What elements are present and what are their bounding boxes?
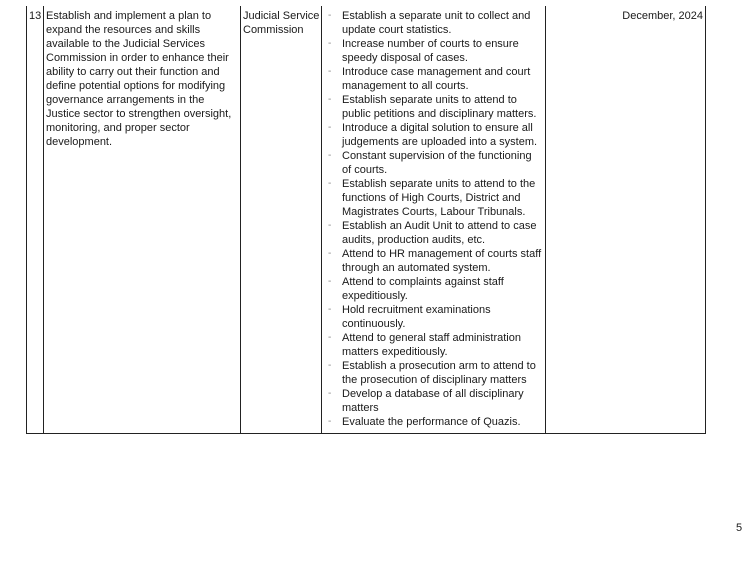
activity-text: Attend to general staff administration matters expeditiously. xyxy=(342,332,521,358)
dash-bullet: - xyxy=(328,416,332,427)
activity-text: Constant supervision of the functioning of courts. xyxy=(342,150,532,176)
activity-text: Attend to complaints against staff expeditiously. xyxy=(342,276,504,302)
activity-item xyxy=(322,149,545,177)
dash-bullet: - xyxy=(328,38,332,49)
activity-text: Hold recruitment examinations continuously. xyxy=(342,304,491,330)
objective-cell xyxy=(44,6,241,433)
activity-text: Establish a prosecution arm to attend to the prosecution of disciplinary matters xyxy=(342,360,536,386)
dash-bullet: - xyxy=(328,360,332,371)
activity-text: Introduce a digital solution to ensure all judgements are uploaded into a system. xyxy=(342,122,538,148)
dash-bullet: - xyxy=(328,94,332,105)
row-number-cell xyxy=(27,6,44,433)
activity-text: Establish a separate unit to collect and update court statistics. xyxy=(342,10,531,36)
activity-item xyxy=(322,177,545,219)
activity-item xyxy=(322,415,545,429)
activity-item xyxy=(322,219,545,247)
activity-item xyxy=(322,37,545,65)
action-plan-table xyxy=(26,6,706,434)
activity-text: Attend to HR management of courts staff through an automated system. xyxy=(342,248,542,274)
timeline-cell xyxy=(546,6,705,433)
dash-bullet: - xyxy=(328,248,332,259)
activity-item xyxy=(322,9,545,37)
institution-cell xyxy=(241,6,322,433)
activity-item xyxy=(322,121,545,149)
dash-bullet: - xyxy=(328,332,332,343)
activity-item xyxy=(322,303,545,331)
activity-text: Establish separate units to attend to the functions of High Courts, District and Magistrates Courts, Labour Tribunals. xyxy=(342,178,536,218)
dash-bullet: - xyxy=(328,220,332,231)
activity-text: Develop a database of all disciplinary matters xyxy=(342,388,524,414)
activity-text: Increase number of courts to ensure speedy disposal of cases. xyxy=(342,38,519,64)
dash-bullet: - xyxy=(328,66,332,77)
dash-bullet: - xyxy=(328,178,332,189)
activity-item xyxy=(322,247,545,275)
activity-text: Introduce case management and court management to all courts. xyxy=(342,66,531,92)
dash-bullet: - xyxy=(328,276,332,287)
activity-text: Establish an Audit Unit to attend to case audits, production audits, etc. xyxy=(342,220,537,246)
institution-text: Judicial Service Commission xyxy=(243,10,320,36)
activity-text: Evaluate the performance of Quazis. xyxy=(342,416,521,428)
activities-cell xyxy=(322,6,546,433)
dash-bullet: - xyxy=(328,304,332,315)
activity-item xyxy=(322,387,545,415)
dash-bullet: - xyxy=(328,10,332,21)
objective-text: Establish and implement a plan to expand the resources and skills available to the Judicial Services Commission in order to enhance their ability to carry out their function and define potential options for modifying governance arrangements in the Justice sector to strengthen oversight, monitoring, and proper sector development. xyxy=(46,10,232,148)
activity-item xyxy=(322,331,545,359)
dash-bullet: - xyxy=(328,122,332,133)
activity-item xyxy=(322,65,545,93)
row-number: 13 xyxy=(29,10,42,22)
timeline-date: December, 2024 xyxy=(622,10,703,22)
page-number: 5 xyxy=(736,522,743,534)
dash-bullet: - xyxy=(328,388,332,399)
activity-item xyxy=(322,93,545,121)
activity-item xyxy=(322,275,545,303)
dash-bullet: - xyxy=(328,150,332,161)
activity-text: Establish separate units to attend to public petitions and disciplinary matters. xyxy=(342,94,537,120)
activities-list xyxy=(322,6,545,429)
activity-item xyxy=(322,359,545,387)
